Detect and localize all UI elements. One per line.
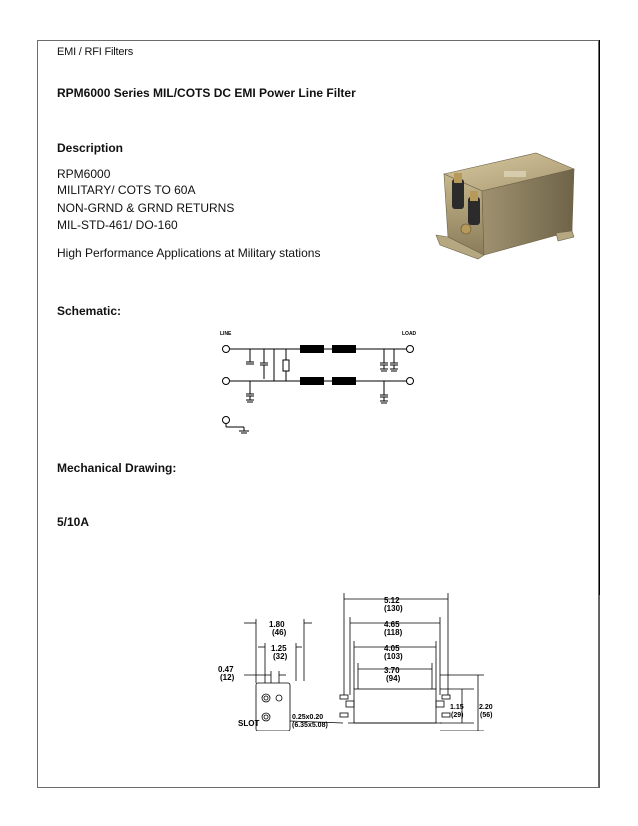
dim-4-05: 4.05 — [384, 644, 400, 653]
dim-4-65-mm: (118) — [384, 628, 403, 637]
dim-4-65: 4.65 — [384, 620, 400, 629]
dim-1-15-mm: (29) — [451, 712, 464, 719]
document-title: RPM6000 Series MIL/COTS DC EMI Power Line Filter — [57, 86, 356, 100]
description-application: High Performance Applications at Military stations — [57, 246, 321, 260]
dim-1-80-mm: (46) — [272, 628, 287, 637]
dim-1-25-mm: (32) — [273, 652, 288, 661]
description-line: NON-GRND & GRND RETURNS — [57, 201, 235, 215]
header-category: EMI / RFI Filters — [57, 46, 134, 58]
slot-size-inch: 0.25x0.20 — [292, 714, 324, 721]
dim-3-70: 3.70 — [384, 666, 400, 675]
description-heading: Description — [57, 141, 124, 155]
dim-2-20-mm: (56) — [480, 712, 493, 719]
dim-0-47: 0.47 — [218, 665, 234, 674]
dim-1-15: 1.15 — [450, 704, 464, 711]
dim-5-12: 5.12 — [384, 596, 400, 605]
dim-5-12-mm: (130) — [384, 604, 403, 613]
variant-label: 5/10A — [57, 515, 90, 529]
product-photo — [396, 149, 576, 261]
dim-0-47-mm: (12) — [220, 673, 235, 682]
schematic-heading: Schematic: — [57, 304, 122, 318]
load-label: LOAD — [402, 331, 417, 337]
description-line: MILITARY/ COTS TO 60A — [57, 183, 196, 197]
dim-2-20: 2.20 — [479, 704, 493, 711]
slot-label: SLOT — [238, 719, 260, 728]
mechanical-drawing — [178, 551, 503, 731]
schematic-diagram — [216, 329, 426, 434]
mechanical-heading: Mechanical Drawing: — [57, 461, 177, 475]
dim-1-25: 1.25 — [271, 644, 287, 653]
slot-size-mm: (6.35x5.08) — [292, 722, 328, 729]
dim-4-05-mm: (103) — [384, 652, 403, 661]
dim-3-70-mm: (94) — [386, 674, 401, 683]
document-page — [37, 40, 599, 788]
description-line: RPM6000 — [57, 167, 111, 181]
dim-1-80: 1.80 — [269, 620, 285, 629]
description-line: MIL-STD-461/ DO-160 — [57, 218, 178, 232]
line-label: LINE — [220, 331, 232, 337]
